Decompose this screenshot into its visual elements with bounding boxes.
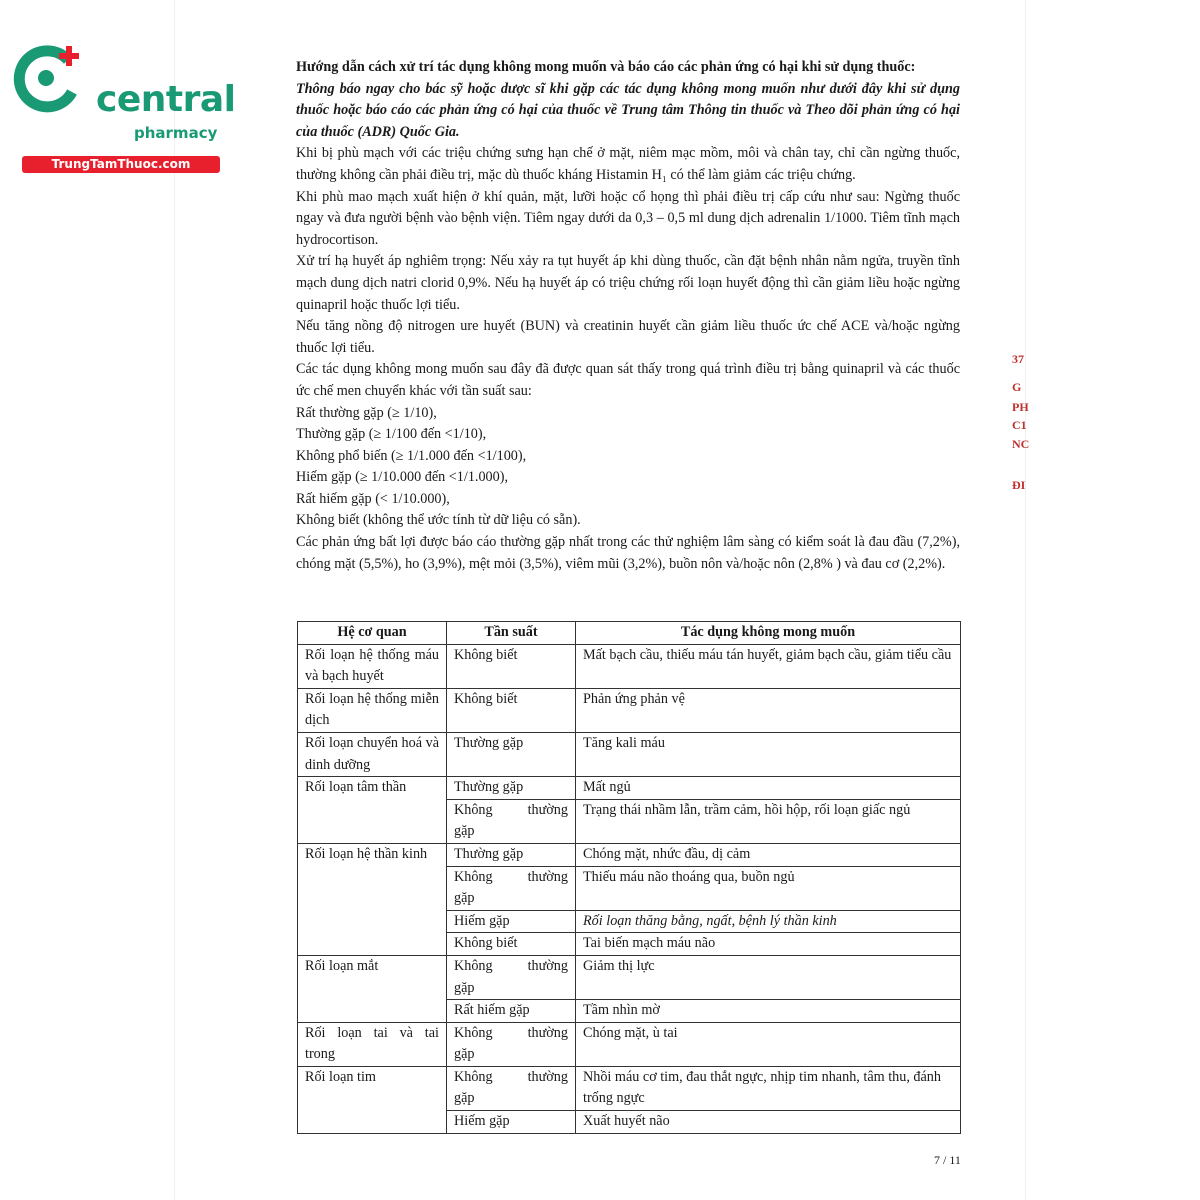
paragraph-hypotension: Xử trí hạ huyết áp nghiêm trọng: Nếu xảy ra tụt huyết áp khi dùng thuốc, cần đặt bệnh nhân nằm ngửa, truyền tĩnh mạch dung dịch natri clorid 0,9%. Nếu hạ huyết áp có triệu chứng rối loạn huyết động thì cần giảm liều hoặc ngừng quinapril hoặc thuốc lợi tiểu. [296, 253, 960, 313]
table-row [298, 1066, 961, 1110]
central-pharmacy-logo[interactable] [10, 38, 236, 171]
table-row [298, 777, 961, 800]
frequency-cell: Rất hiếm gặp [447, 1000, 576, 1023]
effect-cell: Mất bạch cầu, thiếu máu tán huyết, giảm bạch cầu, giảm tiểu cầu [576, 644, 961, 688]
stamp-fragment: C1 [1012, 418, 1027, 432]
organ-system-cell: Rối loạn tai và tai trong [298, 1022, 447, 1066]
stamp-fragment: NC [1012, 437, 1030, 451]
table-row [298, 1022, 961, 1066]
table-row [298, 732, 961, 776]
effect-cell: Chóng mặt, nhức đầu, dị cảm [576, 843, 961, 866]
frequency-cell: Không biết [447, 644, 576, 688]
effect-cell: Mất ngủ [576, 777, 961, 800]
adverse-effects-table [297, 621, 961, 1134]
organ-system-cell: Rối loạn tâm thần [298, 777, 447, 844]
frequency-cell: Thường gặp [447, 843, 576, 866]
header-organ-system: Hệ cơ quan [298, 622, 447, 645]
table-header-row [298, 622, 961, 645]
frequency-cell: Không thường gặp [447, 799, 576, 843]
frequency-item: Rất thường gặp (≥ 1/10), [296, 404, 437, 421]
frequency-cell: Không thường gặp [447, 1022, 576, 1066]
frequency-item: Thường gặp (≥ 1/100 đến <1/10), [296, 426, 487, 443]
frequency-item: Hiếm gặp (≥ 1/10.000 đến <1/1.000), [296, 469, 509, 486]
header-effects: Tác dụng không mong muốn [576, 622, 961, 645]
paragraph-emergency: Khi phù mao mạch xuất hiện ở khí quản, mặt, lưỡi hoặc cổ họng thì phải điều trị cấp cứu như sau: Ngừng thuốc ngay và đưa người bệnh vào bệnh viện. Tiêm ngay dưới da 0,3 – 0,5 ml dung dịch adrenalin 1/1000. Tiêm tĩnh mạch hydrocortison. [296, 188, 960, 248]
effect-cell: Chóng mặt, ù tai [576, 1022, 961, 1066]
organ-system-cell: Rối loạn hệ thống máu và bạch huyết [298, 644, 447, 688]
frequency-cell: Không thường gặp [447, 866, 576, 910]
paragraph-summary: Các phản ứng bất lợi được báo cáo thường gặp nhất trong các thử nghiệm lâm sàng có kiểm soát là đau đầu (7,2%), chóng mặt (5,5%), ho (3,9%), mệt mỏi (3,5%), viêm mũi (3,2%), buồn nôn và/hoặc nôn (2,8% ) và đau cơ (2,2%). [296, 534, 960, 572]
frequency-cell: Hiếm gặp [447, 910, 576, 933]
logo-mark-icon [10, 38, 90, 118]
logo-wordmark: central [96, 79, 236, 120]
paragraph-intro-frequencies: Các tác dụng không mong muốn sau đây đã được quan sát thấy trong quá trình điều trị bằng quinapril và các thuốc ức chế men chuyển khác với tần suất sau: [296, 361, 960, 399]
table-row [298, 843, 961, 866]
organ-system-cell: Rối loạn mắt [298, 955, 447, 1022]
stamp-fragment: 37 [1012, 352, 1024, 366]
stamp-fragment: ĐI [1012, 478, 1026, 492]
paragraph-angioedema: Khi bị phù mạch với các triệu chứng sưng hạn chế ở mặt, niêm mạc mồm, môi và chân tay, chỉ cần ngừng thuốc, thường không cần phải điều trị, mặc dù thuốc kháng Histamin H₁ có thể làm giảm các triệu chứng. [296, 145, 960, 183]
frequency-cell: Không biết [447, 933, 576, 956]
effect-cell: Tầm nhìn mờ [576, 1000, 961, 1023]
frequency-item: Không biết (không thể ước tính từ dữ liệu có sẵn). [296, 512, 581, 529]
frequency-item: Không phổ biến (≥ 1/1.000 đến <1/100), [296, 447, 527, 464]
table-row [298, 644, 961, 688]
effect-cell: Thiếu máu não thoáng qua, buồn ngủ [576, 866, 961, 910]
report-notice: Thông báo ngay cho bác sỹ hoặc dược sĩ khi gặp các tác dụng không mong muốn như dưới đây khi sử dụng thuốc hoặc báo cáo các phản ứng có hại của thuốc về Trung tâm Thông tin thuốc và Theo dõi phản ứng có hại của thuốc (ADR) Quốc Gia. [296, 80, 960, 140]
frequency-cell: Không thường gặp [447, 955, 576, 999]
effect-cell: Nhồi máu cơ tim, đau thắt ngực, nhịp tim nhanh, tâm thu, đánh trống ngực [576, 1066, 961, 1110]
logo-subtitle: pharmacy [134, 124, 218, 142]
frequency-cell: Thường gặp [447, 777, 576, 800]
frequency-cell: Hiếm gặp [447, 1111, 576, 1134]
effect-cell: Rối loạn thăng bằng, ngất, bệnh lý thần kinh [576, 910, 961, 933]
header-frequency: Tần suất [447, 622, 576, 645]
table-row [298, 955, 961, 999]
organ-system-cell: Rối loạn tim [298, 1066, 447, 1133]
organ-system-cell: Rối loạn chuyển hoá và dinh dưỡng [298, 732, 447, 776]
effect-cell: Trạng thái nhầm lẫn, trầm cảm, hồi hộp, rối loạn giấc ngủ [576, 799, 961, 843]
effect-cell: Tăng kali máu [576, 732, 961, 776]
page-number: 7 / 11 [934, 1153, 961, 1167]
frequency-cell: Không thường gặp [447, 1066, 576, 1110]
frequency-item: Rất hiếm gặp (< 1/10.000), [296, 490, 450, 507]
frequency-cell: Thường gặp [447, 732, 576, 776]
effect-cell: Giảm thị lực [576, 955, 961, 999]
frequency-cell: Không biết [447, 688, 576, 732]
stamp-fragment: PH [1012, 400, 1029, 414]
table-row [298, 688, 961, 732]
stamp-fragment: G [1012, 380, 1022, 394]
paragraph-bun: Nếu tăng nồng độ nitrogen ure huyết (BUN) và creatinin huyết cần giảm liều thuốc ức chế ACE và/hoặc ngừng thuốc lợi tiểu. [296, 318, 960, 356]
document-body [296, 57, 960, 575]
effect-cell: Phản ứng phản vệ [576, 688, 961, 732]
effect-cell: Tai biến mạch máu não [576, 933, 961, 956]
logo-url-badge[interactable]: TrungTamThuoc.com [22, 156, 220, 173]
organ-system-cell: Rối loạn hệ thống miễn dịch [298, 688, 447, 732]
section-heading: Hướng dẫn cách xử trí tác dụng không mong muốn và báo cáo các phản ứng có hại khi sử dụng thuốc: [296, 59, 916, 75]
effect-cell: Xuất huyết não [576, 1111, 961, 1134]
organ-system-cell: Rối loạn hệ thần kinh [298, 843, 447, 955]
